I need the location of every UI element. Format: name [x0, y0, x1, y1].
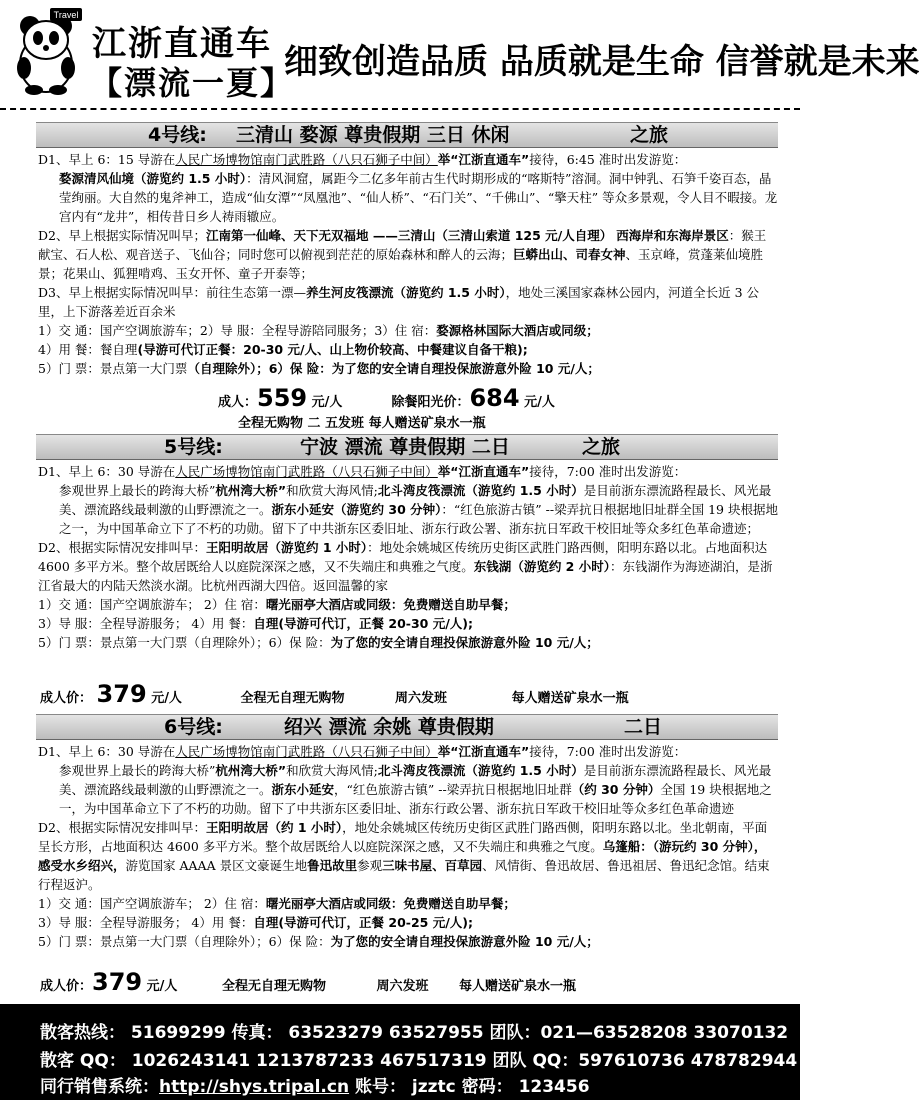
route-4-note: 全程无购物 二 五发班 每人赠送矿泉水一瓶 — [238, 416, 486, 431]
slogan: 细致创造品质 品质就是生命 信誉就是未来 — [284, 42, 920, 82]
brand-title: 江浙直通车 — [92, 24, 272, 64]
route-5-banner — [36, 434, 778, 460]
route-6-banner — [36, 714, 778, 740]
divider — [0, 108, 800, 110]
header — [0, 0, 920, 104]
route-6-itinerary: D1、早上 6：30 导游在人民广场博物馆南门武胜路（八只石狮子中间）举“江浙直通车”接待，7:00 准时出发游览： 参观世界上最长的跨海大桥”杭州湾大桥”和欣赏大海风情;北斗湾皮筏漂流（游览约 1.5 小时）是目前浙东漂流路程最长、风光最美、漂流路线最刺激的山野漂流之一。浙东小延安，“红色旅游古镇” --梁弄抗日根据地旧址群（约 30 分钟）全国 19 块根据地之一，为中国革命立下了不朽的功勋。留下了中共浙东区委旧址、浙东行政公署、浙东抗日军政干校旧址等众多红色革命遗迹 D2、根据实际情况安排叫早：王阳明故居（约 1 小时），地处余姚城区传统历史街区武胜门路西侧，阳明东路以北。坐北朝南，平面呈长方形，占地面积达 4600 多平方米。整个故居既给人以庭院深深之感，又不失端庄和典雅之气度。乌篷船：（游玩约 30 分钟），感受水乡绍兴，游览国家 AAAA 景区文豪诞生地鲁迅故里参观三味书屋、百草园、风情街、鲁迅故居、鲁迅祖居、鲁迅纪念馆。结束行程返沪。 1）交 通：国产空调旅游车； 2）住 宿：曙光丽亭大酒店或同级：免费赠送自助早餐； 3）导 服：全程导游服务； 4）用 餐：自理(导游可代订，正餐 20-25 元/人); 5）门 票：景点第一大门票（自理除外）；6）保 险：为了您的安全请自理投保旅游意外险 10 元/人； — [38, 744, 772, 949]
route-4-banner — [36, 122, 778, 148]
route-6-places: 绍兴 漂流 余姚 尊贵假期 — [284, 716, 494, 738]
route-6-end: 二日 — [624, 716, 663, 738]
panda-logo-icon — [8, 6, 84, 96]
route-5-price: 成人价： 379 元/人 全程无自理无购物 周六发班 每人赠送矿泉水一瓶 — [40, 680, 629, 708]
hotline-line: 散客热线： 51699299 传真： 63523279 63527955 团队：021—63528208 33070132 — [40, 1023, 789, 1043]
route-5-places: 宁波 漂流 尊贵假期 二日 — [300, 436, 510, 458]
brand-subtitle: 【漂流一夏】 — [90, 64, 295, 102]
logo-tag: Travel — [53, 10, 79, 20]
route-5-itinerary: D1、早上 6：30 导游在人民广场博物馆南门武胜路（八只石狮子中间）举“江浙直通车”接待，7:00 准时出发游览： 参观世界上最长的跨海大桥”杭州湾大桥”和欣赏大海风情;北斗湾皮筏漂流（游览约 1.5 小时）是目前浙东漂流路程最长、风光最美、漂流路线最刺激的山野漂流之一。浙东小延安（游览约 30 分钟）：“红色旅游古镇” --梁弄抗日根据地旧址群全国 19 块根据地之一，为中国革命立下了不朽的功勋。留下了中共浙东区委旧址、浙东行政公署、浙东抗日军政干校旧址等众多红色革命遗迹； D2、根据实际情况安排叫早：王阳明故居（游览约 1 小时）：地处余姚城区传统历史街区武胜门路西侧，阳明东路以北。占地面积达 4600 多平方米。整个故居既给人以庭院深深之感，又不失端庄和典雅之气度。东钱湖（游览约 2 小时）：东钱湖作为海迹湖泊，是浙江省最大的内陆天然淡水湖。比杭州西湖大四倍。返回温馨的家 1）交 通：国产空调旅游车； 2）住 宿：曙光丽亭大酒店或同级：免费赠送自助早餐； 3）导 服：全程导游服务； 4）用 餐：自理(导游可代订，正餐 20-30 元/人); 5）门 票：景点第一大门票（自理除外）；6）保 险：为了您的安全请自理投保旅游意外险 10 元/人； — [38, 464, 778, 650]
contact-footer — [0, 1004, 800, 1100]
route-6-price: 成人价：379 元/人 全程无自理无购物 周六发班 每人赠送矿泉水一瓶 — [40, 968, 577, 996]
sales-system-line: 同行销售系统：http://shys.tripal.cn 账号： jzztc 密码： 123456 — [40, 1077, 590, 1097]
route-4-price: 成人：559 元/人 除餐阳光价：684 元/人 — [218, 384, 555, 412]
sales-system-link[interactable]: http://shys.tripal.cn — [159, 1077, 350, 1097]
qq-line: 散客 QQ： 1026243141 1213787233 467517319 团队 QQ：597610736 478782944 — [40, 1051, 798, 1071]
route-4-end: 之旅 — [630, 124, 669, 146]
route-5-number: 5号线: — [164, 436, 223, 458]
route-5-end: 之旅 — [582, 436, 621, 458]
route-4-number: 4号线: — [148, 124, 207, 146]
route-6-number: 6号线: — [164, 716, 223, 738]
route-4-places: 三清山 婺源 尊贵假期 三日 休闲 — [236, 124, 510, 146]
route-4-itinerary: D1、早上 6：15 导游在人民广场博物馆南门武胜路（八只石狮子中间）举“江浙直通车”接待，6:45 准时出发游览： 婺源清风仙境（游览约 1.5 小时）：清风洞窟，属距今二亿多年前古生代时期形成的“喀斯特”溶洞。洞中钟乳、石笋千姿百态，晶莹绚丽。大自然的鬼斧神工，造成“仙女潭”“凤凰池”、“仙人桥”、“石门关”、“千佛山”、“擎天柱” 等众多景观，令人目不暇接。龙宫内有“龙井”，相传昔日乡人祷雨辙应。 D2、早上根据实际情况叫早；江南第一仙峰、天下无双福地 ——三清山（三清山索道 125 元/人自理） 西海岸和东海岸景区：猴王献宝、石人松、观音送子、飞仙谷；同时您可以俯视到茫茫的原始森林和醉人的云海；巨蟒出山、司春女神、玉京峰，赏蓬莱仙境胜景；花果山、狐狸啃鸡、玉女开怀、童子开泰等； D3、早上根据实际情况叫早：前往生态第一漂—养生河皮筏漂流（游览约 1.5 小时），地处三溪国家森林公园内，河道全长近 3 公里，上下游落差近百余米 1）交 通：国产空调旅游车；2）导 服：全程导游陪同服务；3）住 宿：婺源格林国际大酒店或同级； 4）用 餐：餐自理(导游可代订正餐：20-30 元/人、山上物价较高、中餐建议自备干粮); 5）门 票：景点第一大门票（自理除外）；6）保 险：为了您的安全请自理投保旅游意外险 10 元/人； — [38, 152, 778, 376]
